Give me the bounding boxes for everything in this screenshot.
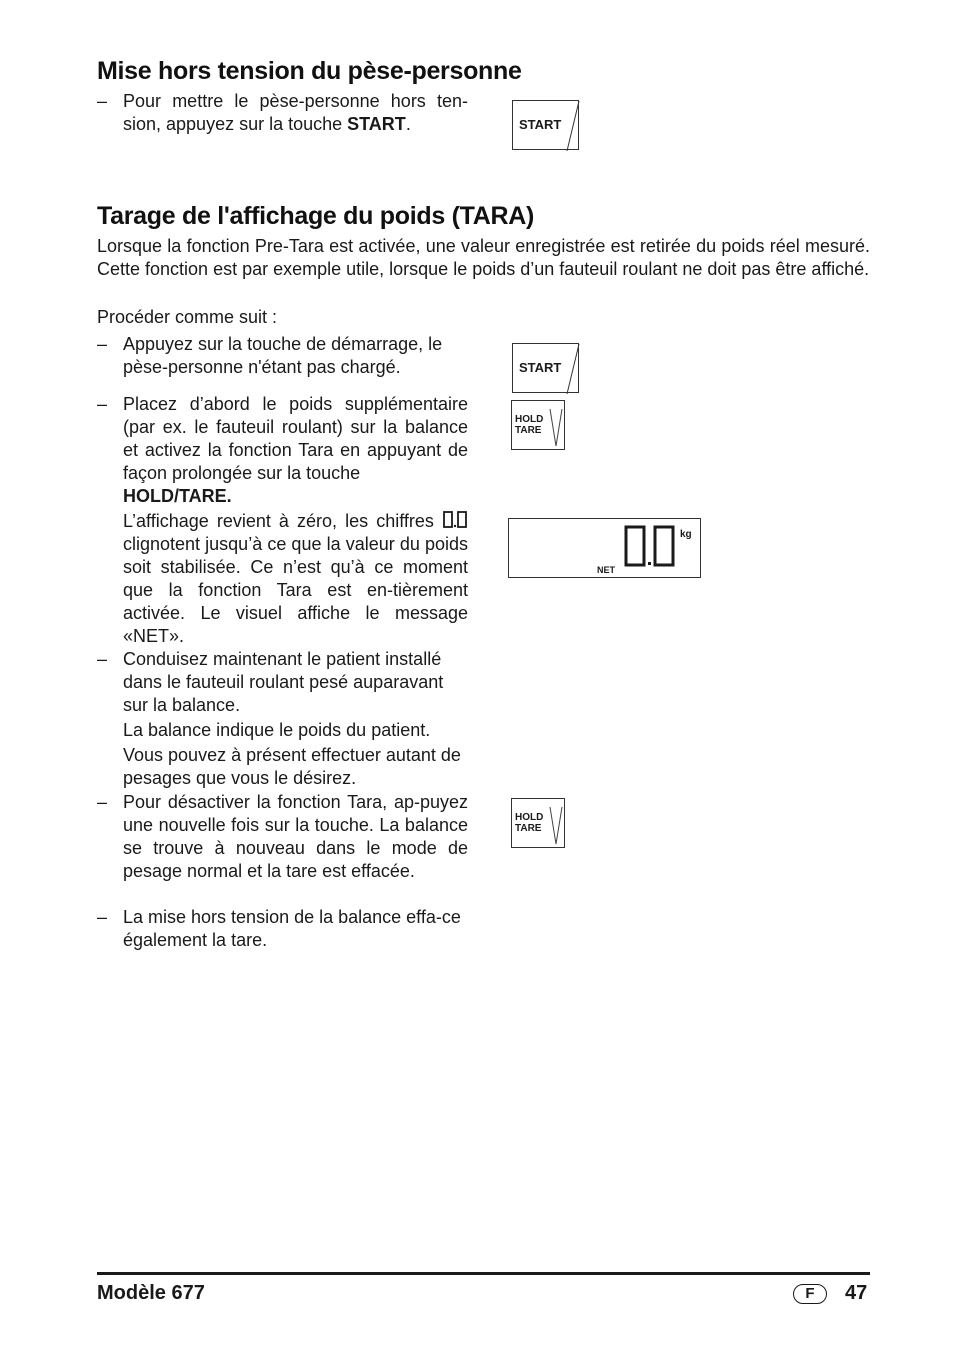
key-name-hold-tare: HOLD/TARE. bbox=[123, 486, 232, 506]
tare-label: TARE bbox=[515, 425, 542, 436]
instruction-text: Pour mettre le pèse-personne hors ten-sion, appuyez sur la touche bbox=[123, 91, 468, 134]
start-key-icon bbox=[512, 100, 579, 150]
start-key-label: START bbox=[519, 360, 562, 375]
hold-tare-key-label bbox=[515, 812, 543, 834]
step-2-text: Placez d’abord le poids supplémentaire (par ex. le fauteuil roulant) sur la balance et activez la fonction Tara en appuyant de façon prolongée sur la touche bbox=[123, 394, 468, 483]
section-title-power-off: Mise hors tension du pèse-personne bbox=[97, 57, 522, 85]
hold-label: HOLD bbox=[515, 414, 544, 425]
bullet-dash: – bbox=[97, 792, 108, 812]
start-key-label: START bbox=[519, 117, 562, 132]
tare-intro: Lorsque la fonction Pre-Tara est activée, une valeur enregistrée est retirée du poids réel mesuré. Cette fonction est par exemple utile, lorsque le poids d’un fauteuil roulant ne doit pas être affiché. bbox=[97, 236, 870, 279]
lcd-net-indicator: NET bbox=[597, 565, 615, 575]
step-3-text: Conduisez maintenant le patient installé dans le fauteuil roulant pesé auparavant sur la balance. bbox=[123, 649, 444, 715]
footer-model: Modèle 677 bbox=[97, 1282, 205, 1304]
step-3 bbox=[123, 648, 468, 790]
bullet-dash: – bbox=[97, 907, 108, 927]
procedure-label: Procéder comme suit : bbox=[97, 307, 278, 327]
step-2-sub-b: clignotent jusqu’à ce que la valeur du poids soit stabilisée. Ce n’est qu’à ce moment que la fonction Tara est en-tièrement activée. Le visuel affiche le message «NET». bbox=[123, 534, 468, 646]
section-title-tare: Tarage de l'affichage du poids (TARA) bbox=[97, 202, 535, 230]
bullet-dash: – bbox=[97, 91, 108, 111]
hold-tare-key-icon bbox=[511, 798, 565, 848]
bullet-dash: – bbox=[97, 394, 108, 414]
page-number: 47 bbox=[845, 1282, 868, 1304]
step-2 bbox=[123, 393, 468, 648]
bullet-dash: – bbox=[97, 649, 108, 669]
key-name-start: START bbox=[347, 114, 406, 134]
lcd-display bbox=[508, 518, 701, 578]
step-4: Pour désactiver la fonction Tara, ap-puyez une nouvelle fois sur la touche. La balance se trouve à nouveau dans le mode de pesage normal et la tare est effacée. bbox=[123, 792, 468, 881]
step-5: La mise hors tension de la balance effa-ce également la tare. bbox=[123, 907, 461, 950]
step-1: Appuyez sur la touche de démarrage, le pèse-personne n'étant pas chargé. bbox=[123, 334, 443, 377]
tare-label: TARE bbox=[515, 823, 542, 834]
footer-rule bbox=[97, 1272, 870, 1275]
hold-label: HOLD bbox=[515, 812, 544, 823]
hold-tare-key-label bbox=[515, 414, 543, 436]
lcd-unit: kg bbox=[680, 529, 692, 540]
bullet-dash: – bbox=[97, 334, 108, 354]
start-key-icon bbox=[512, 343, 579, 393]
step-3-sub-2: Vous pouvez à présent effectuer autant de pesages que vous le désirez. bbox=[123, 745, 461, 788]
step-2-sub-a: L’affichage revient à zéro, les chiffres bbox=[123, 511, 434, 531]
step-3-sub-1: La balance indique le poids du patient. bbox=[123, 720, 431, 740]
instruction-period: . bbox=[405, 114, 411, 134]
language-badge: F bbox=[793, 1284, 827, 1304]
lcd-digits-inline-icon bbox=[442, 511, 468, 529]
power-off-instruction bbox=[123, 90, 468, 136]
hold-tare-key-icon bbox=[511, 400, 565, 450]
